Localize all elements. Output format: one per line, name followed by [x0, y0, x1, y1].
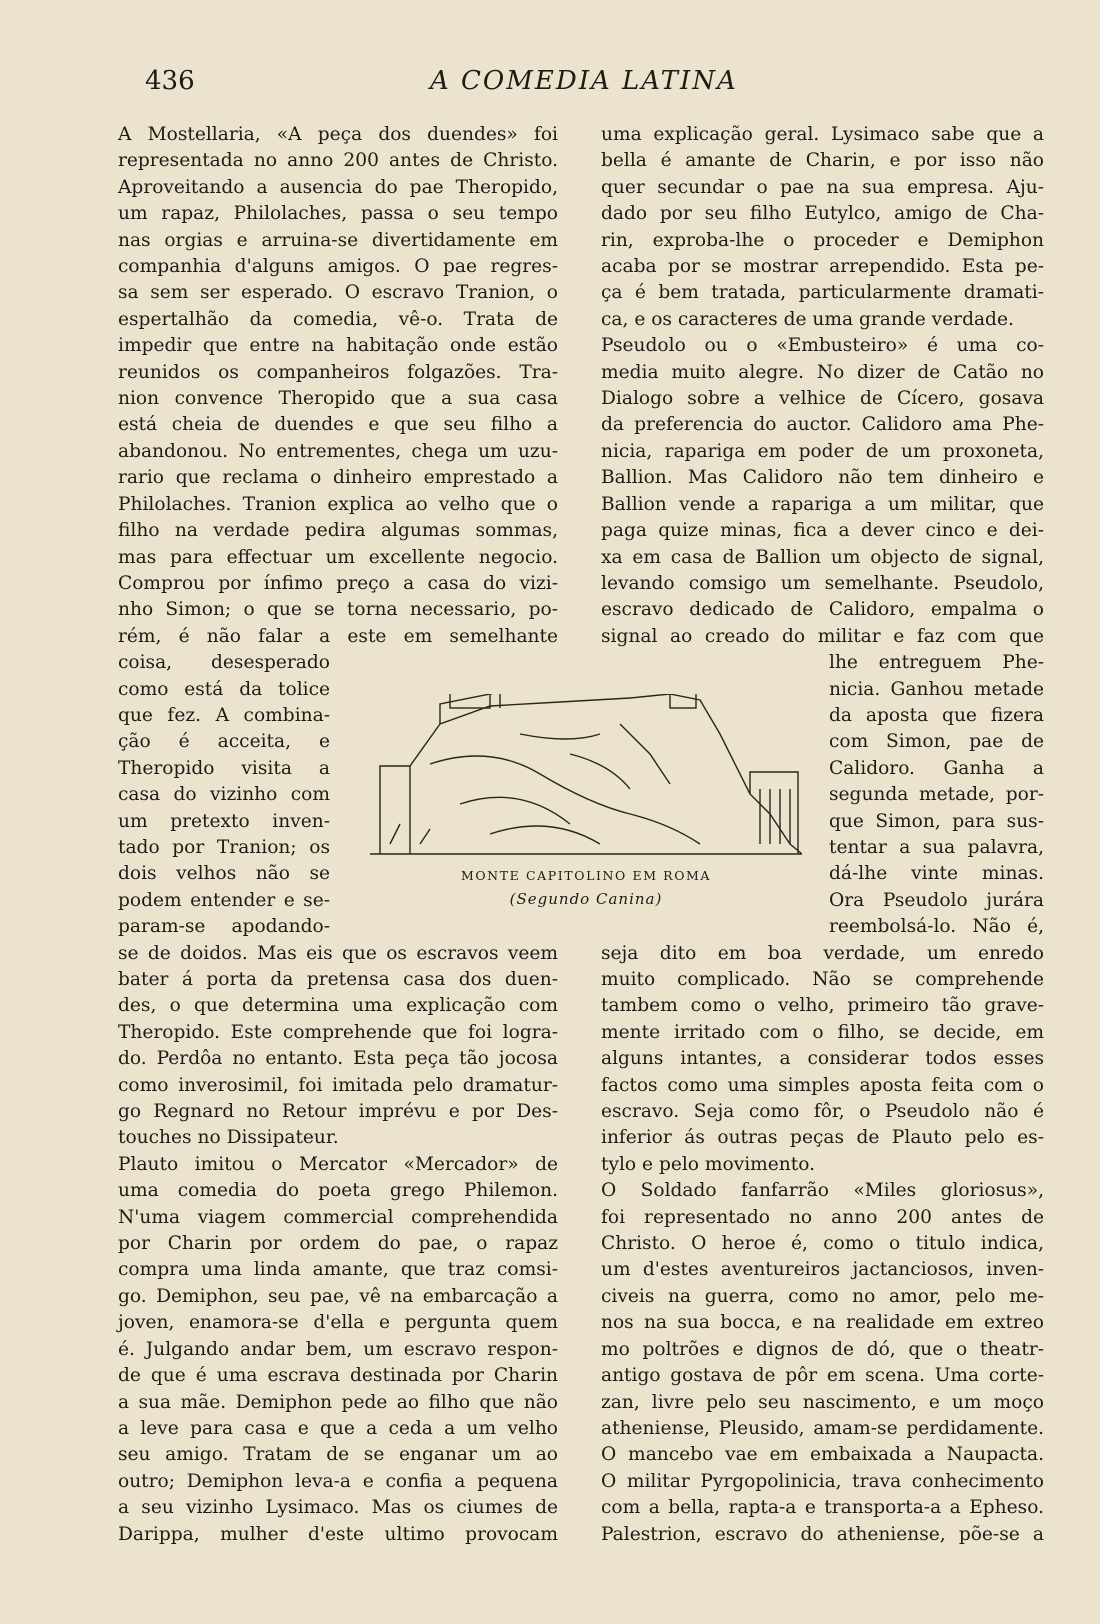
- text-line: escravo dedicado de Calidoro, empalma o: [601, 599, 1044, 621]
- text-line: paga quize minas, fica a dever cinco e dei-: [601, 520, 1044, 542]
- text-line: nos na sua bocca, e na realidade em extreo: [601, 1312, 1044, 1334]
- text-line: casa do vizinho com: [118, 784, 330, 806]
- text-line: media muito alegre. No dizer de Catão no: [601, 361, 1044, 383]
- text-line: factos como uma simples aposta feita com o: [601, 1074, 1044, 1096]
- page-number: 436: [145, 66, 195, 96]
- text-line: podem entender e se-: [118, 889, 330, 911]
- text-line: uma explicação geral. Lysimaco sabe que a: [601, 124, 1044, 145]
- text-line: reunidos os companheiros folgazões. Tra-: [118, 361, 558, 383]
- text-line: tentar a sua palavra,: [829, 836, 1044, 858]
- text-line: touches no Dissipateur.: [118, 1127, 339, 1149]
- text-line: compra uma linda amante, que traz comsi-: [118, 1259, 558, 1281]
- text-line: acaba por se mostrar arrependido. Esta pe-: [601, 256, 1044, 278]
- text-line: seja dito em boa verdade, um enredo: [601, 942, 1044, 964]
- text-line: escravo. Seja como fôr, o Pseudolo não é: [601, 1101, 1044, 1123]
- text-line: abandonou. No entrementes, chega um uzu-: [118, 440, 558, 462]
- figure-caption: MONTE CAPITOLINO EM ROMA: [460, 868, 712, 883]
- text-line: Aproveitando a ausencia do pae Theropido,: [118, 176, 558, 198]
- text-line: mas para effectuar um excellente negocio.: [118, 546, 558, 568]
- text-line: tylo e pelo movimento.: [601, 1153, 816, 1175]
- text-line: signal ao creado do militar e faz com que: [601, 625, 1044, 647]
- text-line: nicia. Ganhou metade: [829, 678, 1044, 700]
- text-line: rém, é não falar a este em semelhante: [118, 625, 558, 647]
- text-line: xa em casa de Ballion um objecto de signal,: [601, 546, 1044, 568]
- text-line: lhe entreguem Phe-: [829, 652, 1044, 674]
- text-line: zan, livre pelo seu nascimento, e um moço: [601, 1391, 1044, 1413]
- text-line: é. Julgando andar bem, um escravo respon-: [118, 1338, 558, 1360]
- text-line: espertalhão da comedia, vê-o. Trata de: [118, 308, 558, 330]
- text-line: muito complicado. Não se comprehende: [601, 969, 1044, 990]
- text-line: nicia, rapariga em poder de um proxoneta,: [601, 440, 1044, 462]
- text-line: a seu vizinho Lysimaco. Mas os ciumes de: [118, 1497, 558, 1519]
- text-line: da aposta que fizera: [829, 704, 1044, 726]
- text-line: nion convence Theropido que a sua casa: [118, 388, 558, 410]
- text-line: Ballion. Mas Calidoro não tem dinheiro e: [601, 467, 1044, 489]
- text-line: por Charin por ordem do pae, o rapaz: [118, 1233, 558, 1255]
- text-line: mente irritado com o filho, se decide, em: [601, 1021, 1044, 1043]
- text-line: bella é amante de Charin, e por isso não: [601, 150, 1044, 172]
- text-line: O militar Pyrgopolinicia, trava conhecimento: [601, 1470, 1044, 1492]
- text-line: do. Perdôa no entanto. Esta peça tão jocosa: [118, 1048, 558, 1070]
- text-line: joven, enamora-se d'ella e pergunta quem: [118, 1312, 558, 1334]
- text-line: filho na verdade pedira algumas sommas,: [118, 520, 558, 542]
- text-line: uma comedia do poeta grego Philemon.: [118, 1180, 558, 1202]
- capitoline-hill-illustration: [370, 694, 802, 858]
- text-line: Theropido visita a: [118, 757, 330, 779]
- text-line: A Mostellaria, «A peça dos duendes» foi: [118, 124, 558, 145]
- text-line: go. Demiphon, seu pae, vê na embarcação a: [118, 1285, 558, 1307]
- running-title: A COMEDIA LATINA: [430, 66, 738, 96]
- text-line: tado por Tranion; os: [118, 836, 330, 858]
- text-line: coisa, desesperado: [118, 652, 330, 674]
- text-line: que fez. A combina-: [118, 704, 330, 726]
- text-line: N'uma viagem commercial comprehendida: [118, 1206, 558, 1228]
- text-line: um rapaz, Philolaches, passa o seu tempo: [118, 203, 558, 225]
- text-line: atheniense, Pleusido, amam-se perdidamente.: [601, 1417, 1044, 1439]
- text-line: Palestrion, escravo do atheniense, põe-se a: [601, 1523, 1044, 1545]
- text-line: como inverosimil, foi imitada pelo dramatur-: [118, 1074, 558, 1096]
- text-line: dado por seu filho Eutylco, amigo de Cha-: [601, 203, 1044, 225]
- text-line: impedir que entre na habitação onde estão: [118, 335, 558, 357]
- text-line: antigo gostava de pôr em scena. Uma corte-: [601, 1365, 1044, 1387]
- text-line: se de doidos. Mas eis que os escravos veem: [118, 942, 558, 964]
- text-line: com a bella, rapta-a e transporta-a a Epheso.: [601, 1497, 1044, 1519]
- text-line: dá-lhe vinte minas.: [829, 863, 1044, 885]
- text-line: um d'estes aventureiros jactanciosos, inven-: [601, 1259, 1044, 1281]
- text-line: de que é uma escrava destinada por Charin: [118, 1365, 558, 1387]
- text-line: companhia d'alguns amigos. O pae regres-: [118, 256, 558, 278]
- text-line: bater á porta da pretensa casa dos duen-: [118, 969, 558, 990]
- text-line: rario que reclama o dinheiro emprestado a: [118, 467, 558, 489]
- text-line: Comprou por ínfimo preço a casa do vizi-: [118, 572, 558, 594]
- text-line: ção é acceita, e: [118, 731, 330, 753]
- text-line: tambem como o velho, primeiro tão grave-: [601, 995, 1044, 1017]
- text-line: O Soldado fanfarrão «Miles gloriosus»,: [601, 1180, 1044, 1202]
- text-line: Plauto imitou o Mercator «Mercador» de: [118, 1153, 558, 1175]
- text-line: des, o que determina uma explicação com: [118, 995, 558, 1017]
- text-line: nho Simon; o que se torna necessario, po-: [118, 599, 558, 621]
- text-line: Pseudolo ou o «Embusteiro» é uma co-: [601, 335, 1044, 357]
- text-line: Dialogo sobre a velhice de Cícero, gosava: [601, 388, 1044, 410]
- text-line: dois velhos não se: [118, 863, 330, 885]
- text-line: reembolsá-lo. Não é,: [829, 916, 1044, 938]
- text-line: rin, exproba-lhe o proceder e Demiphon: [601, 229, 1044, 251]
- text-line: Darippa, mulher d'este ultimo provocam: [118, 1523, 558, 1545]
- figure-credit: (Segundo Canina): [509, 890, 663, 908]
- text-line: Ora Pseudolo jurára: [829, 889, 1044, 911]
- text-line: alguns intantes, a considerar todos esses: [601, 1048, 1044, 1070]
- text-line: Calidoro. Ganha a: [829, 757, 1044, 779]
- text-line: a leve para casa e que a ceda a um velho: [118, 1417, 558, 1439]
- text-line: que Simon, para sus-: [829, 810, 1044, 832]
- text-line: O mancebo vae em embaixada a Naupacta.: [601, 1444, 1044, 1466]
- text-line: a sua mãe. Demiphon pede ao filho que não: [118, 1391, 558, 1413]
- text-line: go Regnard no Retour imprévu e por Des-: [118, 1101, 558, 1123]
- text-line: inferior ás outras peças de Plauto pelo es-: [601, 1127, 1044, 1149]
- text-line: Christo. O heroe é, como o titulo indica,: [601, 1233, 1044, 1255]
- text-line: foi representado no anno 200 antes de: [601, 1206, 1044, 1228]
- text-line: civeis na guerra, como no amor, pelo me-: [601, 1285, 1044, 1307]
- text-line: seu amigo. Tratam de se enganar um ao: [118, 1444, 558, 1466]
- text-line: nas orgias e arruina-se divertidamente em: [118, 229, 558, 251]
- text-line: da preferencia do auctor. Calidoro ama Phe-: [601, 414, 1044, 436]
- text-line: outro; Demiphon leva-a e confia a pequena: [118, 1470, 558, 1492]
- text-line: Ballion vende a rapariga a um militar, que: [601, 493, 1044, 515]
- text-line: com Simon, pae de: [829, 731, 1044, 753]
- text-line: sa sem ser esperado. O escravo Tranion, o: [118, 282, 558, 304]
- text-line: levando comsigo um semelhante. Pseudolo,: [601, 572, 1044, 594]
- text-line: representada no anno 200 antes de Christo.: [118, 150, 558, 172]
- text-line: segunda metade, por-: [829, 784, 1044, 806]
- text-line: quer secundar o pae na sua empresa. Aju-: [601, 176, 1044, 198]
- text-line: está cheia de duendes e que seu filho a: [118, 414, 558, 436]
- text-line: mo poltrões e dignos de dó, que o theatr-: [601, 1338, 1044, 1360]
- text-line: um pretexto inven-: [118, 810, 330, 832]
- text-line: como está da tolice: [118, 678, 330, 700]
- text-line: ca, e os caracteres de uma grande verdade.: [601, 308, 1014, 330]
- text-line: ça é bem tratada, particularmente dramati-: [601, 282, 1044, 304]
- text-line: param-se apodando-: [118, 916, 330, 938]
- text-line: Philolaches. Tranion explica ao velho que o: [118, 493, 558, 515]
- text-line: Theropido. Este comprehende que foi logra-: [118, 1021, 558, 1043]
